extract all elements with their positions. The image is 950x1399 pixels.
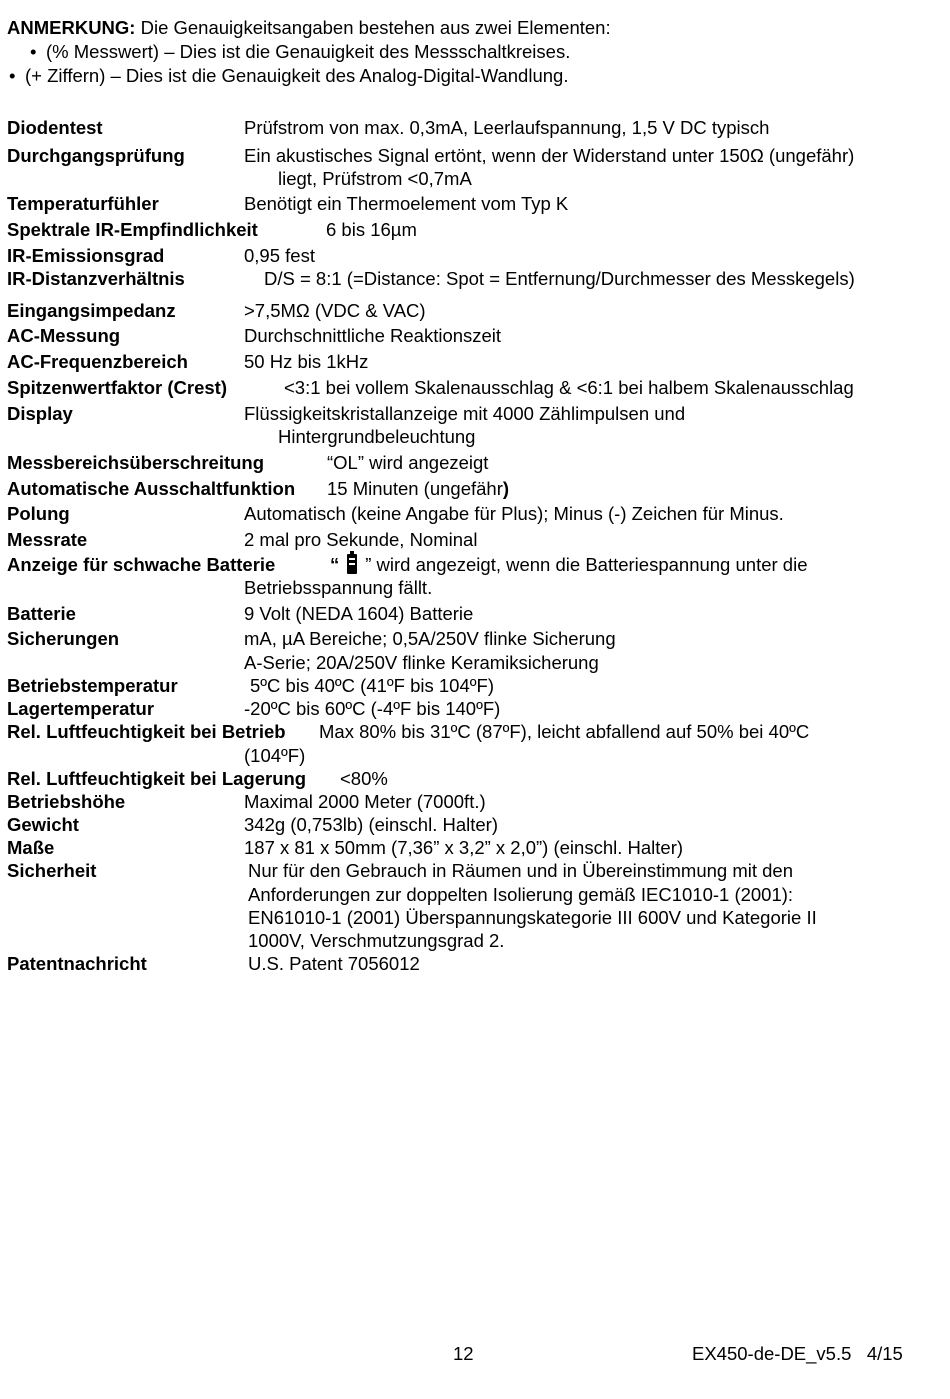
- bullet-icon: •: [9, 65, 16, 86]
- spec-label-ac-messung: AC-Messung: [7, 325, 121, 346]
- spec-label-ir-emissionsgrad: IR-Emissionsgrad: [7, 245, 165, 266]
- note-text: Die Genauigkeitsangaben bestehen aus zwei Elementen:: [140, 17, 611, 38]
- spec-label-betriebstemperatur: Betriebstemperatur: [7, 675, 178, 696]
- battery-icon: [347, 554, 357, 574]
- page-number: 12: [453, 1343, 474, 1364]
- note-title: ANMERKUNG:: [7, 17, 136, 38]
- note-bullet-1-text: (% Messwert) – Dies ist die Genauigkeit des Messschaltkreises.: [46, 41, 571, 62]
- spec-value-ausschalt-paren: ): [502, 478, 510, 499]
- spec-label-durchgang: Durchgangsprüfung: [7, 145, 185, 166]
- note-bullet-2-text: (+ Ziffern) – Dies ist die Genauigkeit des Analog-Digital-Wandlung.: [25, 65, 569, 86]
- spec-value-feuchte-betrieb-2: (104ºF): [244, 745, 306, 766]
- spec-value-durchgang-1: Ein akustisches Signal ertönt, wenn der Widerstand unter 150Ω (ungefähr): [244, 145, 855, 166]
- note-line: [7, 17, 611, 39]
- spec-value-sicherungen-1: mA, µA Bereiche; 0,5A/250V flinke Sicherung: [244, 628, 616, 649]
- spec-label-eingangsimpedanz: Eingangsimpedanz: [7, 300, 176, 321]
- spec-label-messbereich: Messbereichsüberschreitung: [7, 452, 265, 473]
- spec-value-sicherheit-2: Anforderungen zur doppelten Isolierung gemäß IEC1010-1 (2001):: [248, 884, 794, 905]
- spec-value-ac-messung: Durchschnittliche Reaktionszeit: [244, 325, 502, 346]
- spec-label-masse: Maße: [7, 837, 55, 858]
- spec-value-masse: 187 x 81 x 50mm (7,36” x 3,2” x 2,0”) (einschl. Halter): [244, 837, 684, 858]
- spec-value-ac-frequenz: 50 Hz bis 1kHz: [244, 351, 369, 372]
- spec-value-batterie-anzeige-2: Betriebsspannung fällt.: [244, 577, 433, 598]
- spec-label-temperaturfuehler: Temperaturfühler: [7, 193, 159, 214]
- spec-value-ausschalt: [327, 478, 509, 500]
- spec-value-ir-distanz: D/S = 8:1 (=Distance: Spot = Entfernung/Durchmesser des Messkegels): [264, 268, 855, 289]
- spec-value-batterie-anzeige-1: [330, 554, 807, 576]
- spec-value-feuchte-betrieb-1: Max 80% bis 31ºC (87ºF), leicht abfallend auf 50% bei 40ºC: [319, 721, 810, 742]
- spec-value-messrate: 2 mal pro Sekunde, Nominal: [244, 529, 478, 550]
- spec-label-gewicht: Gewicht: [7, 814, 79, 835]
- spec-value-sicherheit-4: 1000V, Verschmutzungsgrad 2.: [248, 930, 505, 951]
- spec-value-betriebstemperatur: 5ºC bis 40ºC (41ºF bis 104ºF): [250, 675, 494, 696]
- spec-value-messbereich: “OL” wird angezeigt: [327, 452, 489, 473]
- spec-value-ir-empfindlichkeit: 6 bis 16µm: [326, 219, 417, 240]
- spec-label-lagertemperatur: Lagertemperatur: [7, 698, 155, 719]
- spec-label-batterie-anzeige: Anzeige für schwache Batterie: [7, 554, 276, 575]
- spec-value-polung: Automatisch (keine Angabe für Plus); Minus (-) Zeichen für Minus.: [244, 503, 784, 524]
- open-quote: “: [330, 554, 340, 575]
- spec-value-display-2: Hintergrundbeleuchtung: [278, 426, 476, 447]
- spec-label-sicherungen: Sicherungen: [7, 628, 120, 649]
- spec-value-batterie: 9 Volt (NEDA 1604) Batterie: [244, 603, 474, 624]
- spec-value-display-1: Flüssigkeitskristallanzeige mit 4000 Zählimpulsen und: [244, 403, 686, 424]
- spec-value-eingangsimpedanz: >7,5MΩ (VDC & VAC): [244, 300, 426, 321]
- spec-value-ir-emissionsgrad: 0,95 fest: [244, 245, 315, 266]
- spec-label-polung: Polung: [7, 503, 70, 524]
- spec-label-diodentest: Diodentest: [7, 117, 103, 138]
- spec-value-temperaturfuehler: Benötigt ein Thermoelement vom Typ K: [244, 193, 569, 214]
- spec-value-sicherungen-2: A-Serie; 20A/250V flinke Keramiksicherung: [244, 652, 599, 673]
- spec-label-patent: Patentnachricht: [7, 953, 147, 974]
- spec-label-betriebshoehe: Betriebshöhe: [7, 791, 126, 812]
- spec-value-sicherheit-1: Nur für den Gebrauch in Räumen und in Übereinstimmung mit den: [248, 860, 794, 881]
- note-bullet-1: [30, 41, 570, 63]
- spec-label-crest: Spitzenwertfaktor (Crest): [7, 377, 227, 398]
- spec-value-batterie-anzeige-text: ” wird angezeigt, wenn die Batteriespannung unter die: [365, 554, 808, 575]
- bullet-icon: •: [30, 41, 37, 62]
- spec-value-gewicht: 342g (0,753lb) (einschl. Halter): [244, 814, 498, 835]
- spec-value-betriebshoehe: Maximal 2000 Meter (7000ft.): [244, 791, 486, 812]
- spec-label-ir-distanz: IR-Distanzverhältnis: [7, 268, 185, 289]
- spec-label-feuchte-betrieb: Rel. Luftfeuchtigkeit bei Betrieb: [7, 721, 286, 742]
- spec-label-feuchte-lagerung: Rel. Luftfeuchtigkeit bei Lagerung: [7, 768, 307, 789]
- spec-label-ac-frequenz: AC-Frequenzbereich: [7, 351, 188, 372]
- spec-value-sicherheit-3: EN61010-1 (2001) Überspannungskategorie III 600V und Kategorie II: [248, 907, 817, 928]
- spec-label-ir-empfindlichkeit: Spektrale IR-Empfindlichkeit: [7, 219, 258, 240]
- spec-value-lagertemperatur: -20ºC bis 60ºC (-4ºF bis 140ºF): [244, 698, 501, 719]
- spec-value-feuchte-lagerung: <80%: [340, 768, 388, 789]
- spec-value-ausschalt-text: 15 Minuten (ungefähr: [327, 478, 503, 499]
- doc-id: EX450-de-DE_v5.5 4/15: [692, 1343, 903, 1364]
- spec-value-crest: <3:1 bei vollem Skalenausschlag & <6:1 bei halbem Skalenausschlag: [284, 377, 854, 398]
- spec-value-diodentest: Prüfstrom von max. 0,3mA, Leerlaufspannung, 1,5 V DC typisch: [244, 117, 770, 138]
- spec-label-display: Display: [7, 403, 73, 424]
- spec-label-batterie: Batterie: [7, 603, 76, 624]
- spec-label-sicherheit: Sicherheit: [7, 860, 97, 881]
- note-bullet-2: [9, 65, 568, 87]
- spec-label-ausschalt: Automatische Ausschaltfunktion: [7, 478, 296, 499]
- spec-label-messrate: Messrate: [7, 529, 88, 550]
- spec-value-patent: U.S. Patent 7056012: [248, 953, 420, 974]
- spec-value-durchgang-2: liegt, Prüfstrom <0,7mA: [278, 168, 472, 189]
